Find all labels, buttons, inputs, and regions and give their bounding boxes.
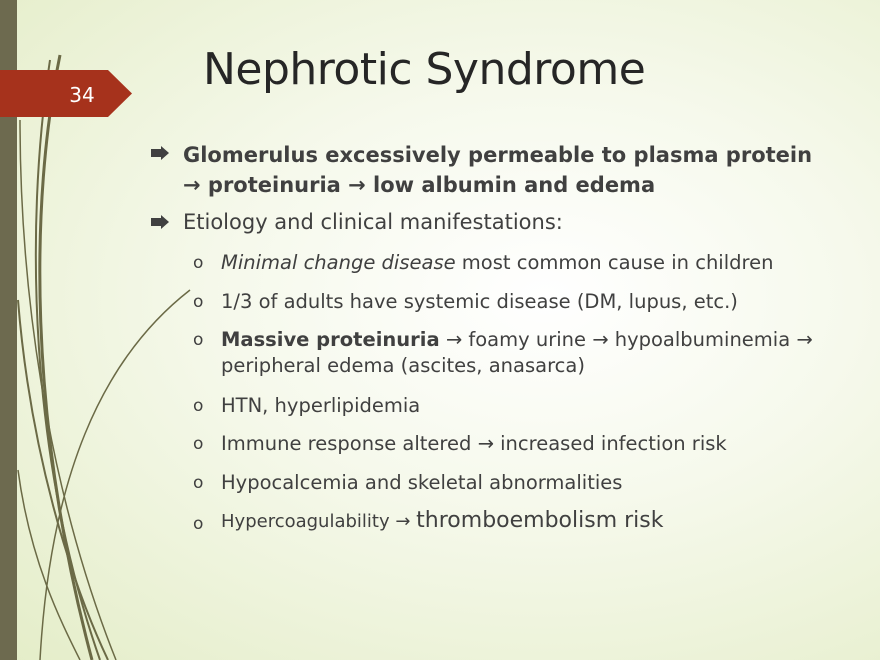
slide-number: 34 (69, 83, 95, 107)
bullet-2: Etiology and clinical manifestations: (183, 210, 563, 234)
sub-bullet-3-rest: → foamy urine → hypoalbuminemia → (439, 328, 813, 351)
sub-bullet-3 (221, 327, 813, 379)
sub-bullet-marker: o (193, 292, 204, 312)
sub-bullet-2: 1/3 of adults have systemic disease (DM, lupus, etc.) (221, 290, 738, 313)
sub-bullet-marker: o (193, 330, 204, 350)
sub-bullet-1-rest: most common cause in children (455, 251, 774, 274)
sub-bullet-6: Hypocalcemia and skeletal abnormalities (221, 471, 623, 494)
sub-bullet-marker: o (193, 253, 204, 273)
sub-bullet-4: HTN, hyperlipidemia (221, 394, 421, 417)
sub-bullet-marker: o (193, 473, 204, 493)
sub-bullet-5: Immune response altered → increased infection risk (221, 432, 727, 455)
sub-bullet-marker: o (193, 434, 204, 454)
arrow-bullet-icon (150, 145, 170, 161)
bullet-1-line-1: Glomerulus excessively permeable to plasma protein (183, 143, 813, 167)
sub-bullet-7-part-1: Hypercoagulability → (221, 511, 417, 532)
sub-bullet-1-emphasis: Minimal change disease (221, 251, 456, 274)
bullet-1-line-2: → proteinuria → low albumin and edema (183, 173, 656, 197)
sub-bullet-marker: o (193, 396, 204, 416)
arrow-bullet-icon (150, 214, 170, 230)
sub-bullet-7-part-2: thromboembolism risk (416, 508, 664, 533)
sub-bullet-3-line-2: peripheral edema (ascites, anasarca) (221, 354, 585, 377)
sub-bullet-marker: o (193, 514, 204, 534)
sub-bullet-1 (221, 250, 773, 276)
sub-bullet-3-strong: Massive proteinuria (221, 328, 440, 351)
bullet-1 (183, 140, 812, 200)
slide-title: Nephrotic Syndrome (203, 44, 646, 95)
sub-bullet-7 (221, 508, 663, 535)
